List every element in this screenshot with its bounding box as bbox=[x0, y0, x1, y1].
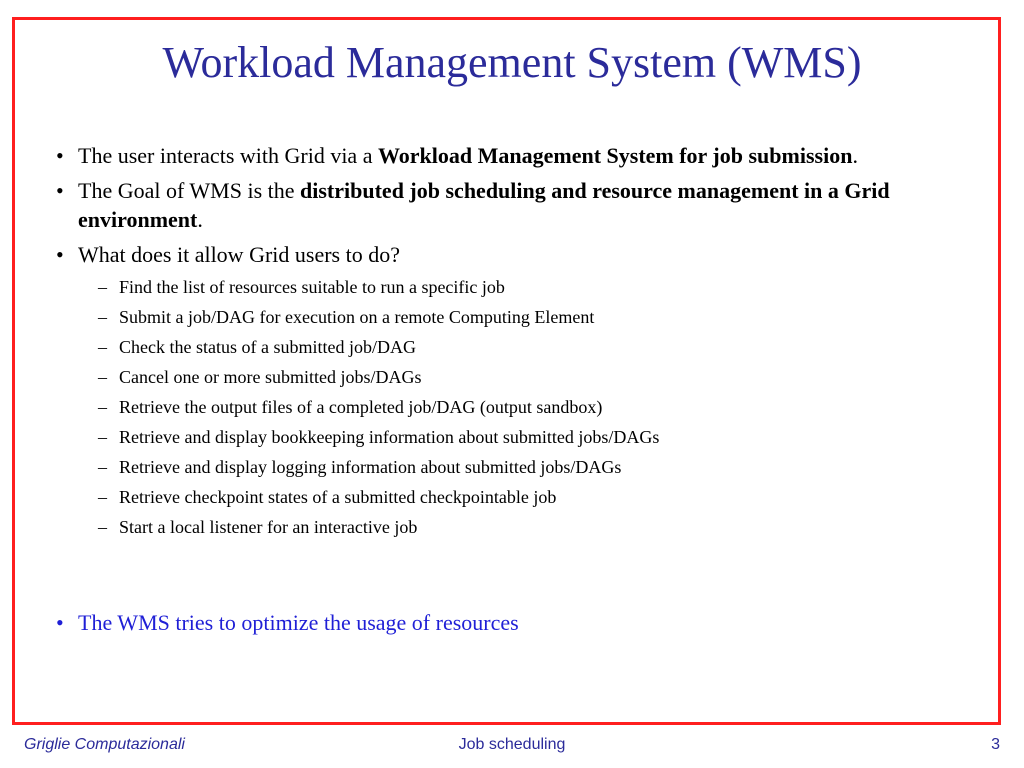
dash-marker: – bbox=[98, 487, 107, 507]
bold-text: distributed job scheduling and resource management in a Grid environment bbox=[78, 178, 890, 232]
slide-title: Workload Management System (WMS) bbox=[162, 38, 862, 87]
sub-bullet-text: Retrieve and display bookkeeping information about submitted jobs/DAGs bbox=[119, 427, 660, 447]
dash-marker: – bbox=[98, 367, 107, 387]
bullet-text: The user interacts with Grid via a Workload Management System for job submission. bbox=[78, 143, 858, 168]
sub-bullet-item bbox=[56, 275, 961, 299]
bullet-item bbox=[56, 141, 961, 170]
dash-marker: – bbox=[98, 307, 107, 327]
spacer bbox=[56, 545, 961, 608]
sub-bullet-item bbox=[56, 335, 961, 359]
sub-bullet-item bbox=[56, 305, 961, 329]
sub-bullet-item bbox=[56, 485, 961, 509]
bullet-item bbox=[56, 240, 961, 269]
slide-body bbox=[56, 141, 961, 643]
bullet-text: What does it allow Grid users to do? bbox=[78, 242, 400, 267]
sub-bullet-item bbox=[56, 395, 961, 419]
sub-bullet-item bbox=[56, 425, 961, 449]
dash-marker: – bbox=[98, 517, 107, 537]
highlight-bullet-item bbox=[56, 608, 961, 637]
sub-bullet-item bbox=[56, 365, 961, 389]
sub-bullet-item bbox=[56, 515, 961, 539]
bullet-marker: • bbox=[56, 242, 64, 267]
footer-page-number: 3 bbox=[991, 736, 1000, 753]
footer-course-name: Griglie Computazionali bbox=[24, 736, 185, 753]
dash-marker: – bbox=[98, 397, 107, 417]
sub-bullet-text: Check the status of a submitted job/DAG bbox=[119, 337, 416, 357]
sub-bullet-text: Cancel one or more submitted jobs/DAGs bbox=[119, 367, 422, 387]
dash-marker: – bbox=[98, 457, 107, 477]
bullet-marker: • bbox=[56, 610, 64, 635]
dash-marker: – bbox=[98, 277, 107, 297]
sub-bullet-text: Retrieve and display logging information about submitted jobs/DAGs bbox=[119, 457, 622, 477]
bullet-marker: • bbox=[56, 178, 64, 203]
highlight-bullet-text: The WMS tries to optimize the usage of resources bbox=[78, 610, 519, 635]
dash-marker: – bbox=[98, 427, 107, 447]
sub-bullet-list bbox=[56, 275, 961, 539]
bullet-item bbox=[56, 176, 961, 234]
dash-marker: – bbox=[98, 337, 107, 357]
sub-bullet-item bbox=[56, 455, 961, 479]
sub-bullet-text: Retrieve checkpoint states of a submitted checkpointable job bbox=[119, 487, 557, 507]
sub-bullet-text: Retrieve the output files of a completed job/DAG (output sandbox) bbox=[119, 397, 603, 417]
sub-bullet-text: Find the list of resources suitable to run a specific job bbox=[119, 277, 505, 297]
sub-bullet-text: Submit a job/DAG for execution on a remote Computing Element bbox=[119, 307, 595, 327]
bold-text: Workload Management System for job submission bbox=[377, 143, 853, 168]
bullet-text: The Goal of WMS is the distributed job scheduling and resource management in a Grid environment. bbox=[78, 178, 890, 232]
footer-topic: Job scheduling bbox=[458, 736, 566, 753]
sub-bullet-text: Start a local listener for an interactive job bbox=[119, 517, 418, 537]
bullet-marker: • bbox=[56, 143, 64, 168]
